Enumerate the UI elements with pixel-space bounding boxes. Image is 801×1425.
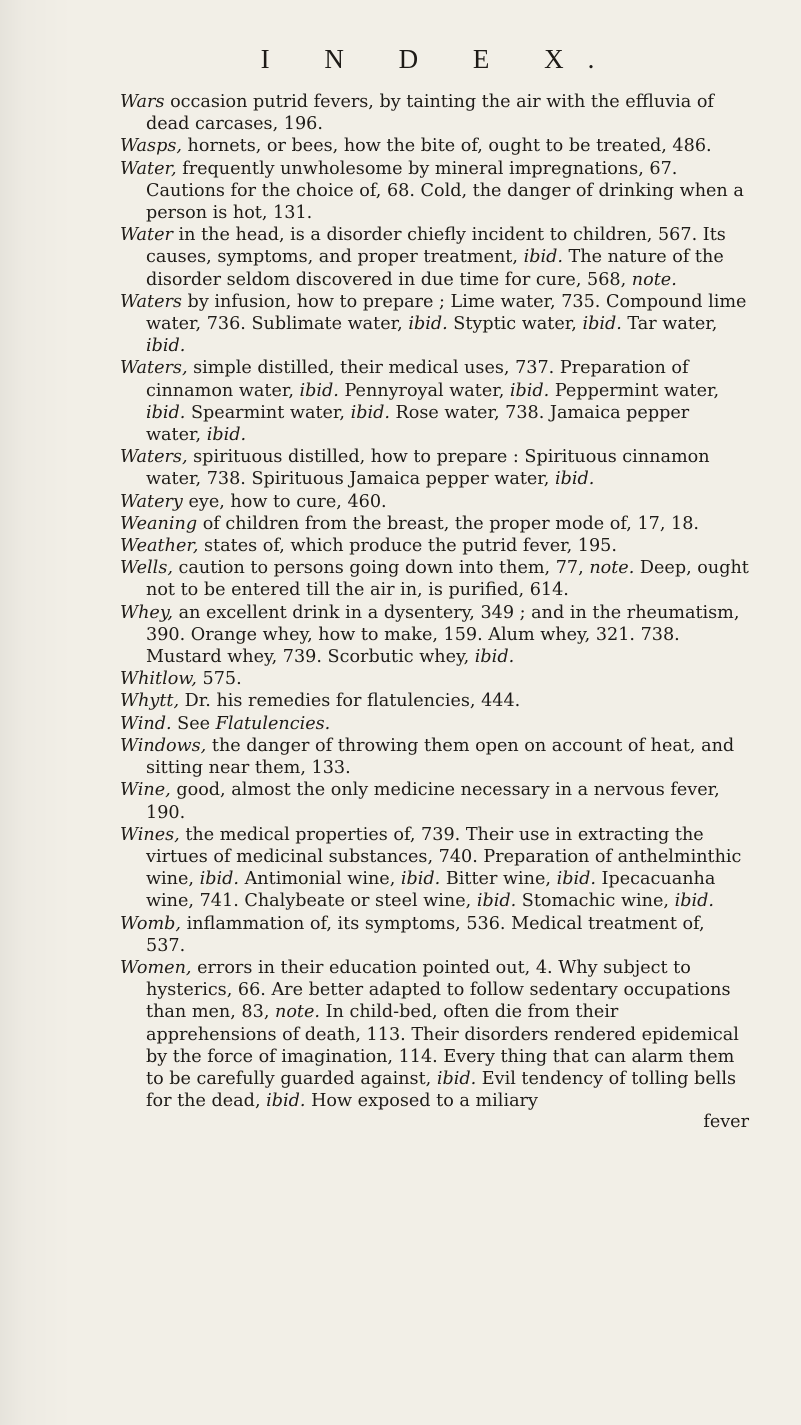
entry-text: caution to persons going down into them, 77, note. Deep, ought not to be entered till the air in, is purified, 614. xyxy=(146,558,749,601)
entry-text: an excellent drink in a dysentery, 349 ; and in the rheumatism, 390. Orange whey, how to make, 159. Alum whey, 321. 738. Mustard whey, 739. Scorbutic whey, ibid. xyxy=(146,602,740,668)
index-entry xyxy=(120,957,749,1112)
entry-text: by infusion, how to prepare ; Lime water, 735. Compound lime water, 736. Sublimate water, ibid. Styptic water, ibid. Tar water, ibid. xyxy=(146,291,747,357)
entry-text: the medical properties of, 739. Their use in extracting the virtues of medicinal substances, 740. Preparation of anthelminthic wine, ibid. Antimonial wine, ibid. Bitter wine, ibid. Ipecacuanha wine, 741. Chalybeate or steel wine, ibid. Stomachic wine, ibid. xyxy=(146,824,742,912)
entry-head: Weaning xyxy=(120,513,198,534)
entry-head: Wind. xyxy=(120,713,172,734)
reference-marker: ibid. xyxy=(474,647,515,668)
entry-head: Windows, xyxy=(120,735,207,756)
entry-head: Wine, xyxy=(120,780,171,801)
reference-marker: ibid. xyxy=(350,402,390,423)
index-entry xyxy=(120,668,749,690)
reference-marker: note. xyxy=(589,558,635,579)
index-entry xyxy=(120,91,749,135)
index-entry xyxy=(120,158,749,225)
index-entry xyxy=(120,224,749,291)
index-entry xyxy=(120,824,749,913)
entry-text: good, almost the only medicine necessary in a nervous fever, 190. xyxy=(146,780,720,823)
index-entry xyxy=(120,357,749,446)
reference-marker: ibid. xyxy=(206,425,247,446)
entry-head: Weather, xyxy=(120,536,199,557)
catchword: fever xyxy=(703,1112,749,1133)
index-entry xyxy=(120,779,749,823)
reference-marker: ibid. xyxy=(582,314,622,335)
reference-marker: ibid. xyxy=(674,891,714,912)
entry-text: simple distilled, their medical uses, 737. Preparation of cinnamon water, ibid. Pennyroyal water, ibid. Peppermint water, ibid. Spearmint water, ibid. Rose water, 738. Jamaica pepper water, ibid. xyxy=(146,358,720,446)
entry-text: frequently unwholesome by mineral impregnations, 67. Cautions for the choice of, 68. Cold, the danger of drinking when a person is hot, 131. xyxy=(146,158,744,224)
reference-marker: ibid. xyxy=(509,380,550,401)
entry-head: Wines, xyxy=(120,824,180,845)
reference-marker: ibid. xyxy=(556,869,596,890)
entry-head: Wasps, xyxy=(120,136,182,157)
index-entry xyxy=(120,491,749,513)
reference-marker: ibid. xyxy=(299,380,339,401)
entry-text: 575. xyxy=(196,669,242,690)
reference-marker: ibid. xyxy=(199,869,239,890)
index-entry xyxy=(120,446,749,490)
entry-head: Whitlow, xyxy=(120,669,197,690)
index-entry xyxy=(120,135,749,157)
index-entry xyxy=(120,535,749,557)
entry-text: in the head, is a disorder chiefly incident to children, 567. Its causes, symptoms, and proper treatment, ibid. The nature of the disorder seldom discovered in due time for cure, 568, note. xyxy=(146,225,726,290)
entry-head: Waters, xyxy=(120,447,188,468)
reference-marker: ibid. xyxy=(476,891,517,912)
entry-text: spirituous distilled, how to prepare : Spirituous cinnamon water, 738. Spirituous Jamaica pepper water, ibid. xyxy=(146,447,710,490)
index-entry xyxy=(120,735,749,779)
entry-text: the danger of throwing them open on account of heat, and sitting near them, 133. xyxy=(146,735,735,779)
entry-head: Waters xyxy=(120,291,182,312)
entry-text: hornets, or bees, how the bite of, ought to be treated, 486. xyxy=(181,136,712,157)
reference-marker: Flatulencies. xyxy=(215,713,331,734)
entry-head: Wells, xyxy=(120,558,173,579)
entry-head: Watery xyxy=(120,491,183,512)
entry-head: Whytt, xyxy=(120,691,180,712)
index-entry xyxy=(120,690,749,712)
reference-marker: ibid. xyxy=(146,336,186,357)
index-entry xyxy=(120,291,749,358)
entry-head: Womb, xyxy=(120,913,182,934)
index-entry xyxy=(120,713,749,735)
index-entry xyxy=(120,557,749,601)
entry-text: See Flatulencies. xyxy=(171,713,331,734)
index-entry xyxy=(120,513,749,535)
reference-marker: ibid. xyxy=(408,314,448,335)
entry-text: states of, which produce the putrid fever, 195. xyxy=(198,536,617,557)
entry-text: of children from the breast, the proper mode of, 17, 18. xyxy=(197,513,700,534)
index-entry xyxy=(120,913,749,957)
entry-head: Wars xyxy=(120,92,165,112)
reference-marker: ibid. xyxy=(266,1091,306,1112)
entry-text: Dr. his remedies for flatulencies, 444. xyxy=(179,691,521,712)
reference-marker: ibid. xyxy=(523,247,563,268)
entry-text: eye, how to cure, 460. xyxy=(182,491,387,512)
entry-head: Water, xyxy=(120,158,177,179)
index-entry xyxy=(120,602,749,669)
entry-head: Waters, xyxy=(120,358,188,379)
entry-head: Whey, xyxy=(120,602,174,623)
entry-text: inflammation of, its symptoms, 536. Medical treatment of, 537. xyxy=(146,913,705,956)
reference-marker: ibid. xyxy=(146,402,186,423)
entry-text: errors in their education pointed out, 4. Why subject to hysterics, 66. Are better adapted to follow sedentary occupations than men, 83, note. In child-bed, often die from their apprehensions of death, 113. Their disorders rendered epidemical by the force of imagination, 114. Every thing that can alarm them to be carefully guarded against, ibid. Evil tendency of tolling bells for the dead, ibid. How exposed to a miliary xyxy=(146,957,739,1112)
reference-marker: ibid. xyxy=(400,869,441,890)
reference-marker: note. xyxy=(275,1002,320,1023)
entry-text: occasion putrid fevers, by tainting the air with the effluvia of dead carcases, 196. xyxy=(146,92,714,135)
running-head: I N D E X. xyxy=(260,44,619,74)
index-entries xyxy=(120,91,749,1112)
reference-marker: ibid. xyxy=(436,1068,477,1089)
entry-head: Water xyxy=(120,225,173,246)
reference-marker: ibid. xyxy=(554,469,595,490)
entry-head: Women, xyxy=(120,957,192,978)
reference-marker: note. xyxy=(631,269,677,290)
